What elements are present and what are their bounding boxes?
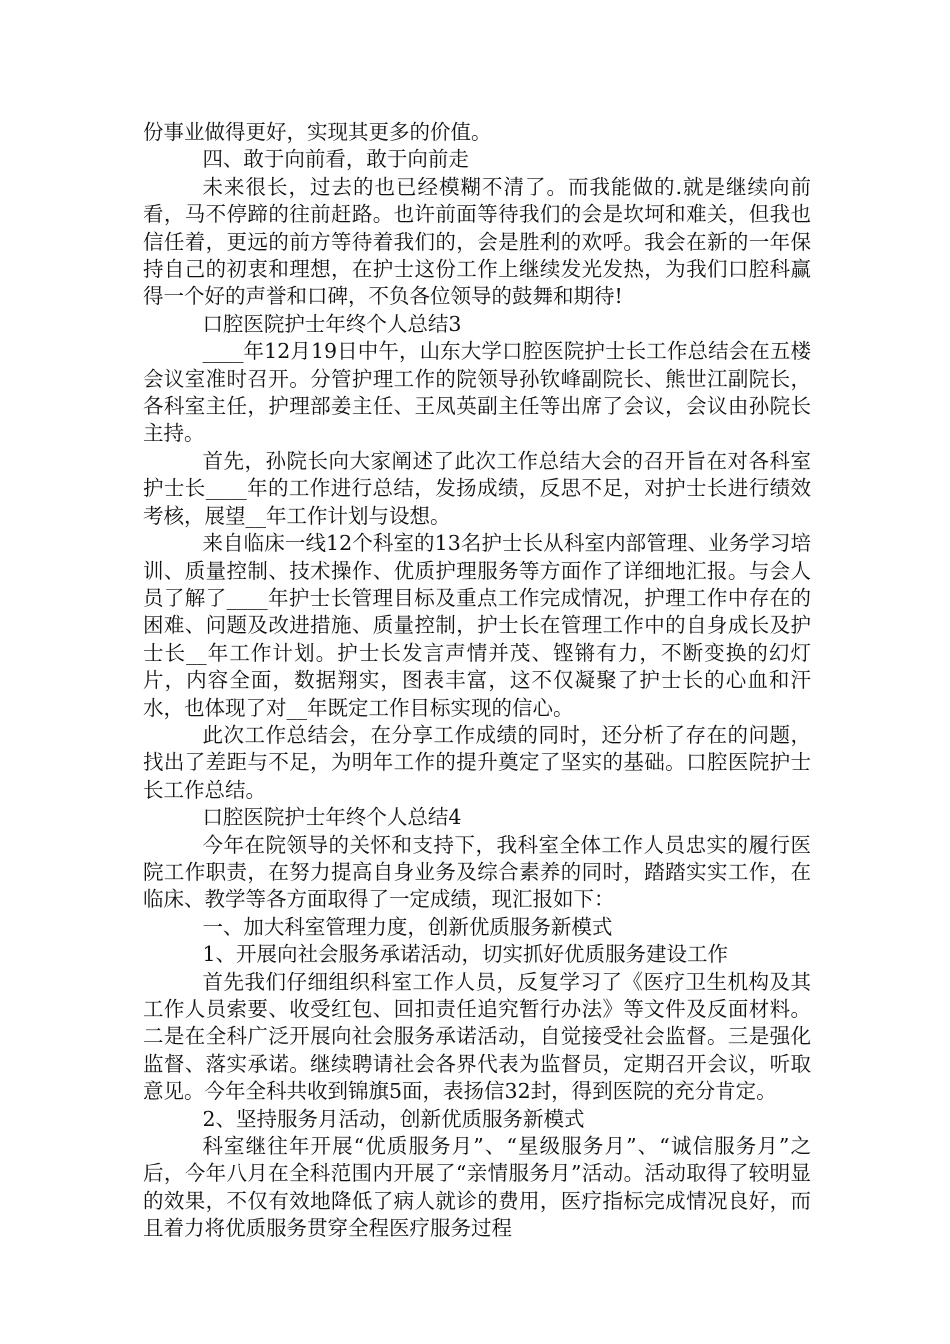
paragraph-meeting-purpose: 首先，孙院长向大家阐述了此次工作总结大会的召开旨在对各科室护士长____年的工作进行总结，发扬成绩，反思不足，对护士长进行绩效考核，展望__年工作计划与设想。 bbox=[143, 448, 811, 528]
document-body bbox=[143, 119, 811, 1243]
paragraph-continuation: 份事业做得更好，实现其更多的价值。 bbox=[143, 120, 492, 144]
paragraph-head-nurse-reports: 来自临床一线12个科室的13名护士长从科室内部管理、业务学习培训、质量控制、技术操作、优质护理服务等方面作了详细地汇报。与会人员了解了____年护士长管理目标及重点工作完成情况，护理工作中存在的困难、问题及改进措施、质量控制，护士长在管理工作中的自身成长及护士长__年工作计划。护士长发言声情并茂、铿锵有力，不断变换的幻灯片，内容全面，数据翔实，图表丰富，这不仅凝聚了护士长的心血和汗水，也体现了对__年既定工作目标实现的信心。 bbox=[143, 531, 811, 720]
summary-title-3: 口腔医院护士年终个人总结3 bbox=[202, 311, 462, 336]
paragraph-future: 未来很长，过去的也已经模糊不清了。而我能做的.就是继续向前看，马不停蹄的往前赶路。也许前面等待我们的会是坎坷和难关，但我也信任着，更远的前方等待着我们的，会是胜利的欢呼。我会在新的一年保持自己的初衷和理想，在护士这份工作上继续发光发热，为我们口腔科赢得一个好的声誉和口碑，不负各位领导的鼓舞和期待! bbox=[143, 174, 811, 309]
section-heading-look-forward: 四、敢于向前看，敢于向前走 bbox=[202, 147, 469, 172]
paragraph-meeting-intro: ____年12月19日中午，山东大学口腔医院护士长工作总结会在五楼会议室准时召开。分管护理工作的院领导孙钦峰副院长、熊世江副院长，各科室主任，护理部姜主任、王凤英副主任等出席了会议，会议由孙院长主持。 bbox=[143, 339, 811, 446]
subsection-heading-service-commitment: 1、开展向社会服务承诺活动，切实抓好优质服务建设工作 bbox=[202, 942, 728, 967]
paragraph-service-month: 科室继往年开展“优质服务月”、“星级服务月”、“诚信服务月”之后，今年八月在全科范围内开展了“亲情服务月”活动。活动取得了较明显的效果，不仅有效地降低了病人就诊的费用，医疗指标完成情况良好，而且着力将优质服务贯穿全程医疗服务过程 bbox=[143, 1134, 811, 1241]
paragraph-annual-intro: 今年在院领导的关怀和支持下，我科室全体工作人员忠实的履行医院工作职责，在努力提高自身业务及综合素养的同时，踏踏实实工作，在临床、教学等各方面取得了一定成绩，现汇报如下： bbox=[143, 832, 811, 912]
paragraph-service-commitment: 首先我们仔细组织科室工作人员，反复学习了《医疗卫生机构及其工作人员索要、收受红包、回扣责任追究暂行办法》等文件及反面材料。二是在全科广泛开展向社会服务承诺活动，自觉接受社会监督。三是强化监督、落实承诺。继续聘请社会各界代表为监督员，定期召开会议，听取意见。今年全科共收到锦旗5面，表扬信32封，得到医院的充分肯定。 bbox=[143, 969, 811, 1104]
section-heading-management: 一、加大科室管理力度，创新优质服务新模式 bbox=[202, 914, 613, 939]
summary-title-4: 口腔医院护士年终个人总结4 bbox=[202, 805, 462, 830]
paragraph-meeting-conclusion: 此次工作总结会，在分享工作成绩的同时，还分析了存在的问题，找出了差距与不足，为明年工作的提升奠定了坚实的基础。口腔医院护士长工作总结。 bbox=[143, 722, 811, 802]
subsection-heading-service-month: 2、坚持服务月活动，创新优质服务新模式 bbox=[202, 1106, 585, 1131]
